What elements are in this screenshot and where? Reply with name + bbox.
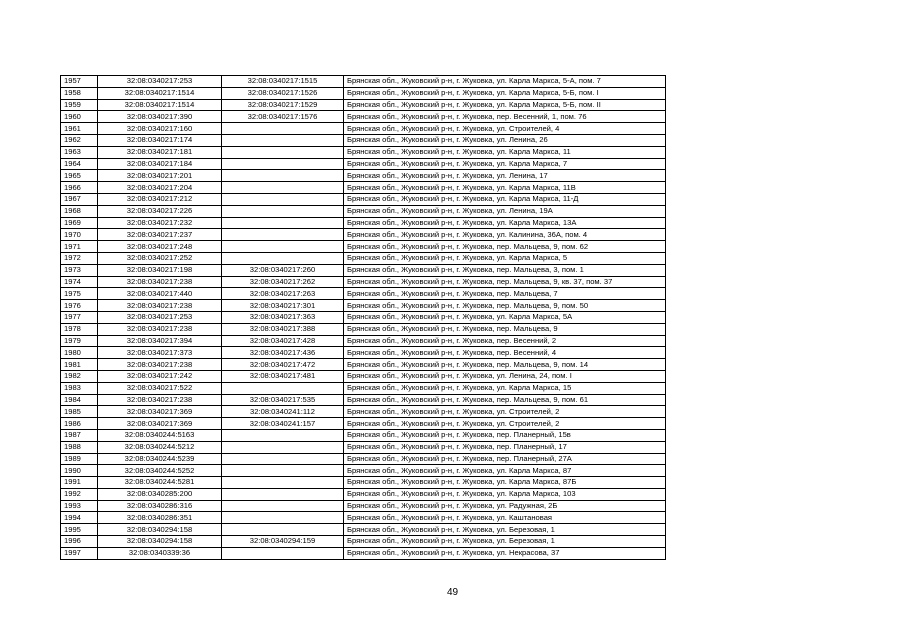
object-cadastral-number-cell xyxy=(222,429,344,441)
address-cell: Брянская обл., Жуковский р-н, г. Жуковка, ул. Карла Маркса, 5А xyxy=(344,311,666,323)
row-number-cell: 1991 xyxy=(61,477,98,489)
object-cadastral-number-cell xyxy=(222,123,344,135)
table-row xyxy=(61,524,666,536)
row-number-cell: 1974 xyxy=(61,276,98,288)
row-number-cell: 1980 xyxy=(61,347,98,359)
table-row xyxy=(61,229,666,241)
row-number-cell: 1976 xyxy=(61,300,98,312)
address-cell: Брянская обл., Жуковский р-н, г. Жуковка, пер. Мальцева, 9, пом. 61 xyxy=(344,394,666,406)
table-row xyxy=(61,347,666,359)
row-number-cell: 1962 xyxy=(61,134,98,146)
cadastral-number-cell: 32:08:0340286:351 xyxy=(98,512,222,524)
table-row xyxy=(61,170,666,182)
object-cadastral-number-cell xyxy=(222,441,344,453)
object-cadastral-number-cell xyxy=(222,193,344,205)
cadastral-number-cell: 32:08:0340217:248 xyxy=(98,241,222,253)
row-number-cell: 1963 xyxy=(61,146,98,158)
table-row xyxy=(61,134,666,146)
address-cell: Брянская обл., Жуковский р-н, г. Жуковка, ул. Березовая, 1 xyxy=(344,536,666,548)
object-cadastral-number-cell xyxy=(222,453,344,465)
row-number-cell: 1993 xyxy=(61,500,98,512)
address-cell: Брянская обл., Жуковский р-н, г. Жуковка, ул. Карла Маркса, 11-Д xyxy=(344,193,666,205)
cadastral-number-cell: 32:08:0340244:5239 xyxy=(98,453,222,465)
row-number-cell: 1995 xyxy=(61,524,98,536)
table-row xyxy=(61,406,666,418)
object-cadastral-number-cell xyxy=(222,205,344,217)
table-row xyxy=(61,252,666,264)
object-cadastral-number-cell: 32:08:0340217:481 xyxy=(222,370,344,382)
cadastral-number-cell: 32:08:0340217:201 xyxy=(98,170,222,182)
row-number-cell: 1996 xyxy=(61,536,98,548)
table-row xyxy=(61,536,666,548)
row-number-cell: 1973 xyxy=(61,264,98,276)
cadastral-number-cell: 32:08:0340217:232 xyxy=(98,217,222,229)
address-cell: Брянская обл., Жуковский р-н, г. Жуковка, ул. Ленина, 17 xyxy=(344,170,666,182)
address-cell: Брянская обл., Жуковский р-н, г. Жуковка, пер. Мальцева, 9, пом. 50 xyxy=(344,300,666,312)
table-row xyxy=(61,193,666,205)
address-cell: Брянская обл., Жуковский р-н, г. Жуковка, ул. Карла Маркса, 15 xyxy=(344,382,666,394)
cadastral-number-cell: 32:08:0340217:238 xyxy=(98,394,222,406)
address-cell: Брянская обл., Жуковский р-н, г. Жуковка, ул. Карла Маркса, 11 xyxy=(344,146,666,158)
object-cadastral-number-cell xyxy=(222,547,344,559)
table-row xyxy=(61,477,666,489)
row-number-cell: 1972 xyxy=(61,252,98,264)
table-row xyxy=(61,394,666,406)
row-number-cell: 1988 xyxy=(61,441,98,453)
cadastral-number-cell: 32:08:0340244:5281 xyxy=(98,477,222,489)
row-number-cell: 1968 xyxy=(61,205,98,217)
registry-table-container xyxy=(60,75,666,560)
table-row xyxy=(61,323,666,335)
row-number-cell: 1994 xyxy=(61,512,98,524)
address-cell: Брянская обл., Жуковский р-н, г. Жуковка, ул. Радужная, 2Б xyxy=(344,500,666,512)
cadastral-number-cell: 32:08:0340217:238 xyxy=(98,300,222,312)
table-row xyxy=(61,429,666,441)
table-row xyxy=(61,182,666,194)
address-cell: Брянская обл., Жуковский р-н, г. Жуковка, ул. Ленина, 24, пом. I xyxy=(344,370,666,382)
row-number-cell: 1992 xyxy=(61,488,98,500)
cadastral-number-cell: 32:08:0340294:158 xyxy=(98,524,222,536)
object-cadastral-number-cell: 32:08:0340217:472 xyxy=(222,359,344,371)
address-cell: Брянская обл., Жуковский р-н, г. Жуковка, ул. Карла Маркса, 5-А, пом. 7 xyxy=(344,76,666,88)
object-cadastral-number-cell xyxy=(222,524,344,536)
object-cadastral-number-cell xyxy=(222,158,344,170)
table-row xyxy=(61,311,666,323)
object-cadastral-number-cell xyxy=(222,382,344,394)
row-number-cell: 1977 xyxy=(61,311,98,323)
object-cadastral-number-cell: 32:08:0340294:159 xyxy=(222,536,344,548)
object-cadastral-number-cell xyxy=(222,500,344,512)
table-row xyxy=(61,288,666,300)
table-row xyxy=(61,359,666,371)
address-cell: Брянская обл., Жуковский р-н, г. Жуковка, ул. Ленина, 26 xyxy=(344,134,666,146)
object-cadastral-number-cell xyxy=(222,182,344,194)
cadastral-number-cell: 32:08:0340217:204 xyxy=(98,182,222,194)
row-number-cell: 1967 xyxy=(61,193,98,205)
cadastral-number-cell: 32:08:0340244:5252 xyxy=(98,465,222,477)
table-row xyxy=(61,465,666,477)
address-cell: Брянская обл., Жуковский р-н, г. Жуковка, ул. Карла Маркса, 5 xyxy=(344,252,666,264)
row-number-cell: 1986 xyxy=(61,418,98,430)
row-number-cell: 1978 xyxy=(61,323,98,335)
row-number-cell: 1981 xyxy=(61,359,98,371)
address-cell: Брянская обл., Жуковский р-н, г. Жуковка, пер. Мальцева, 3, пом. 1 xyxy=(344,264,666,276)
cadastral-number-cell: 32:08:0340217:1514 xyxy=(98,87,222,99)
row-number-cell: 1959 xyxy=(61,99,98,111)
cadastral-number-cell: 32:08:0340217:373 xyxy=(98,347,222,359)
row-number-cell: 1957 xyxy=(61,76,98,88)
row-number-cell: 1969 xyxy=(61,217,98,229)
row-number-cell: 1965 xyxy=(61,170,98,182)
cadastral-number-cell: 32:08:0340217:369 xyxy=(98,406,222,418)
address-cell: Брянская обл., Жуковский р-н, г. Жуковка, пер. Мальцева, 9, пом. 62 xyxy=(344,241,666,253)
object-cadastral-number-cell: 32:08:0340217:1515 xyxy=(222,76,344,88)
cadastral-number-cell: 32:08:0340285:200 xyxy=(98,488,222,500)
object-cadastral-number-cell xyxy=(222,229,344,241)
object-cadastral-number-cell xyxy=(222,488,344,500)
object-cadastral-number-cell: 32:08:0340217:428 xyxy=(222,335,344,347)
row-number-cell: 1982 xyxy=(61,370,98,382)
table-row xyxy=(61,76,666,88)
cadastral-number-cell: 32:08:0340217:242 xyxy=(98,370,222,382)
object-cadastral-number-cell: 32:08:0340217:263 xyxy=(222,288,344,300)
table-row xyxy=(61,264,666,276)
row-number-cell: 1971 xyxy=(61,241,98,253)
cadastral-number-cell: 32:08:0340339:36 xyxy=(98,547,222,559)
row-number-cell: 1970 xyxy=(61,229,98,241)
address-cell: Брянская обл., Жуковский р-н, г. Жуковка, пер. Мальцева, 9, кв. 37, пом. 37 xyxy=(344,276,666,288)
object-cadastral-number-cell: 32:08:0340241:157 xyxy=(222,418,344,430)
object-cadastral-number-cell: 32:08:0340217:436 xyxy=(222,347,344,359)
row-number-cell: 1964 xyxy=(61,158,98,170)
table-row xyxy=(61,276,666,288)
address-cell: Брянская обл., Жуковский р-н, г. Жуковка, ул. Строителей, 2 xyxy=(344,418,666,430)
row-number-cell: 1985 xyxy=(61,406,98,418)
object-cadastral-number-cell: 32:08:0340217:262 xyxy=(222,276,344,288)
address-cell: Брянская обл., Жуковский р-н, г. Жуковка, ул. Карла Маркса, 11В xyxy=(344,182,666,194)
table-row xyxy=(61,205,666,217)
address-cell: Брянская обл., Жуковский р-н, г. Жуковка, пер. Планерный, 27А xyxy=(344,453,666,465)
object-cadastral-number-cell xyxy=(222,170,344,182)
address-cell: Брянская обл., Жуковский р-н, г. Жуковка, ул. Карла Маркса, 7 xyxy=(344,158,666,170)
object-cadastral-number-cell xyxy=(222,252,344,264)
address-cell: Брянская обл., Жуковский р-н, г. Жуковка, ул. Березовая, 1 xyxy=(344,524,666,536)
cadastral-number-cell: 32:08:0340286:316 xyxy=(98,500,222,512)
object-cadastral-number-cell: 32:08:0340217:260 xyxy=(222,264,344,276)
object-cadastral-number-cell: 32:08:0340241:112 xyxy=(222,406,344,418)
cadastral-number-cell: 32:08:0340244:5212 xyxy=(98,441,222,453)
table-row xyxy=(61,111,666,123)
address-cell: Брянская обл., Жуковский р-н, г. Жуковка, ул. Строителей, 2 xyxy=(344,406,666,418)
cadastral-number-cell: 32:08:0340217:394 xyxy=(98,335,222,347)
row-number-cell: 1983 xyxy=(61,382,98,394)
address-cell: Брянская обл., Жуковский р-н, г. Жуковка, пер. Мальцева, 9 xyxy=(344,323,666,335)
address-cell: Брянская обл., Жуковский р-н, г. Жуковка, ул. Карла Маркса, 5-Б, пом. II xyxy=(344,99,666,111)
address-cell: Брянская обл., Жуковский р-н, г. Жуковка, ул. Каштановая xyxy=(344,512,666,524)
address-cell: Брянская обл., Жуковский р-н, г. Жуковка, пер. Весенний, 4 xyxy=(344,347,666,359)
address-cell: Брянская обл., Жуковский р-н, г. Жуковка, пер. Мальцева, 7 xyxy=(344,288,666,300)
row-number-cell: 1979 xyxy=(61,335,98,347)
cadastral-number-cell: 32:08:0340217:181 xyxy=(98,146,222,158)
object-cadastral-number-cell: 32:08:0340217:363 xyxy=(222,311,344,323)
address-cell: Брянская обл., Жуковский р-н, г. Жуковка, ул. Карла Маркса, 5-Б, пом. I xyxy=(344,87,666,99)
row-number-cell: 1990 xyxy=(61,465,98,477)
cadastral-number-cell: 32:08:0340217:369 xyxy=(98,418,222,430)
address-cell: Брянская обл., Жуковский р-н, г. Жуковка, ул. Карла Маркса, 13А xyxy=(344,217,666,229)
address-cell: Брянская обл., Жуковский р-н, г. Жуковка, ул. Карла Маркса, 87Б xyxy=(344,477,666,489)
object-cadastral-number-cell xyxy=(222,477,344,489)
object-cadastral-number-cell: 32:08:0340217:535 xyxy=(222,394,344,406)
cadastral-number-cell: 32:08:0340244:5163 xyxy=(98,429,222,441)
address-cell: Брянская обл., Жуковский р-н, г. Жуковка, ул. Карла Маркса, 103 xyxy=(344,488,666,500)
cadastral-number-cell: 32:08:0340217:252 xyxy=(98,252,222,264)
cadastral-number-cell: 32:08:0340217:238 xyxy=(98,323,222,335)
object-cadastral-number-cell xyxy=(222,465,344,477)
table-row xyxy=(61,146,666,158)
cadastral-number-cell: 32:08:0340217:238 xyxy=(98,276,222,288)
row-number-cell: 1966 xyxy=(61,182,98,194)
page-number: 49 xyxy=(446,587,459,598)
registry-table-body xyxy=(61,76,666,560)
table-row xyxy=(61,500,666,512)
address-cell: Брянская обл., Жуковский р-н, г. Жуковка, пер. Планерный, 17 xyxy=(344,441,666,453)
cadastral-number-cell: 32:08:0340217:440 xyxy=(98,288,222,300)
table-row xyxy=(61,87,666,99)
cadastral-number-cell: 32:08:0340217:160 xyxy=(98,123,222,135)
object-cadastral-number-cell xyxy=(222,134,344,146)
cadastral-number-cell: 32:08:0340217:390 xyxy=(98,111,222,123)
registry-table xyxy=(60,75,666,560)
cadastral-number-cell: 32:08:0340217:184 xyxy=(98,158,222,170)
table-row xyxy=(61,418,666,430)
row-number-cell: 1997 xyxy=(61,547,98,559)
table-row xyxy=(61,512,666,524)
address-cell: Брянская обл., Жуковский р-н, г. Жуковка, ул. Некрасова, 37 xyxy=(344,547,666,559)
cadastral-number-cell: 32:08:0340217:226 xyxy=(98,205,222,217)
table-row xyxy=(61,123,666,135)
row-number-cell: 1984 xyxy=(61,394,98,406)
table-row xyxy=(61,335,666,347)
cadastral-number-cell: 32:08:0340217:1514 xyxy=(98,99,222,111)
cadastral-number-cell: 32:08:0340217:253 xyxy=(98,76,222,88)
object-cadastral-number-cell xyxy=(222,217,344,229)
address-cell: Брянская обл., Жуковский р-н, г. Жуковка, пер. Планерный, 15в xyxy=(344,429,666,441)
row-number-cell: 1961 xyxy=(61,123,98,135)
address-cell: Брянская обл., Жуковский р-н, г. Жуковка, пер. Весенний, 1, пом. 76 xyxy=(344,111,666,123)
row-number-cell: 1975 xyxy=(61,288,98,300)
address-cell: Брянская обл., Жуковский р-н, г. Жуковка, пер. Весенний, 2 xyxy=(344,335,666,347)
table-row xyxy=(61,300,666,312)
row-number-cell: 1960 xyxy=(61,111,98,123)
object-cadastral-number-cell: 32:08:0340217:301 xyxy=(222,300,344,312)
object-cadastral-number-cell: 32:08:0340217:1576 xyxy=(222,111,344,123)
row-number-cell: 1989 xyxy=(61,453,98,465)
table-row xyxy=(61,99,666,111)
cadastral-number-cell: 32:08:0340217:237 xyxy=(98,229,222,241)
cadastral-number-cell: 32:08:0340217:212 xyxy=(98,193,222,205)
table-row xyxy=(61,370,666,382)
table-row xyxy=(61,488,666,500)
cadastral-number-cell: 32:08:0340217:522 xyxy=(98,382,222,394)
table-row xyxy=(61,453,666,465)
cadastral-number-cell: 32:08:0340294:158 xyxy=(98,536,222,548)
address-cell: Брянская обл., Жуковский р-н, г. Жуковка, ул. Калинина, 36А, пом. 4 xyxy=(344,229,666,241)
table-row xyxy=(61,441,666,453)
address-cell: Брянская обл., Жуковский р-н, г. Жуковка, ул. Карла Маркса, 87 xyxy=(344,465,666,477)
cadastral-number-cell: 32:08:0340217:253 xyxy=(98,311,222,323)
address-cell: Брянская обл., Жуковский р-н, г. Жуковка, пер. Мальцева, 9, пом. 14 xyxy=(344,359,666,371)
address-cell: Брянская обл., Жуковский р-н, г. Жуковка, ул. Ленина, 19А xyxy=(344,205,666,217)
address-cell: Брянская обл., Жуковский р-н, г. Жуковка, ул. Строителей, 4 xyxy=(344,123,666,135)
object-cadastral-number-cell xyxy=(222,241,344,253)
object-cadastral-number-cell: 32:08:0340217:1529 xyxy=(222,99,344,111)
table-row xyxy=(61,547,666,559)
row-number-cell: 1987 xyxy=(61,429,98,441)
cadastral-number-cell: 32:08:0340217:174 xyxy=(98,134,222,146)
table-row xyxy=(61,158,666,170)
object-cadastral-number-cell: 32:08:0340217:1526 xyxy=(222,87,344,99)
table-row xyxy=(61,241,666,253)
cadastral-number-cell: 32:08:0340217:238 xyxy=(98,359,222,371)
cadastral-number-cell: 32:08:0340217:198 xyxy=(98,264,222,276)
table-row xyxy=(61,217,666,229)
object-cadastral-number-cell: 32:08:0340217:388 xyxy=(222,323,344,335)
table-row xyxy=(61,382,666,394)
object-cadastral-number-cell xyxy=(222,146,344,158)
row-number-cell: 1958 xyxy=(61,87,98,99)
object-cadastral-number-cell xyxy=(222,512,344,524)
